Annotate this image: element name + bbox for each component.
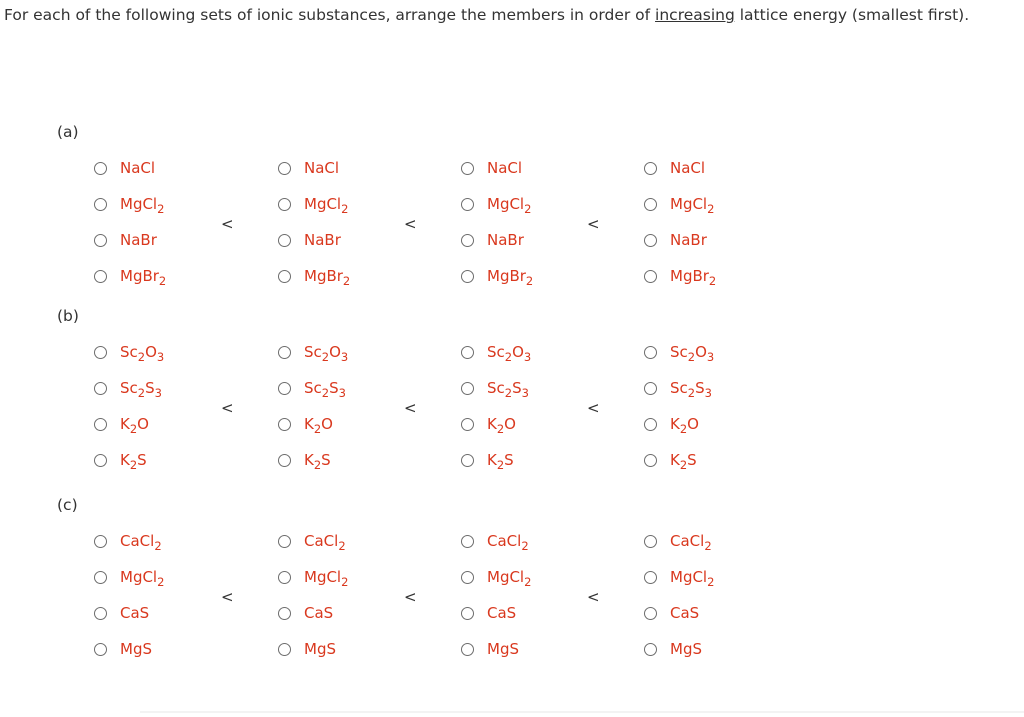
- formula-subscript: 2: [679, 458, 688, 472]
- option-mgcl2[interactable]: [644, 566, 714, 588]
- formula-text: CaS: [120, 604, 150, 622]
- formula-text: Sc: [670, 343, 688, 361]
- option-mgs[interactable]: [278, 638, 336, 660]
- radio-button[interactable]: [461, 643, 474, 656]
- formula-subscript: 2: [321, 350, 330, 364]
- option-cas[interactable]: [644, 602, 699, 624]
- option-label: [487, 195, 532, 216]
- formula-subscript: 3: [154, 386, 162, 400]
- option-label: [670, 159, 705, 177]
- formula-text: Sc: [304, 379, 322, 397]
- divider: [140, 711, 1024, 713]
- option-label: [120, 267, 167, 288]
- radio-button[interactable]: [461, 571, 474, 584]
- option-mgcl2[interactable]: [278, 566, 348, 588]
- option-label: [670, 415, 699, 436]
- radio-button[interactable]: [278, 454, 291, 467]
- formula-subscript: 2: [342, 274, 351, 288]
- option-mgbr2[interactable]: [461, 265, 533, 287]
- formula-text: CaCl: [670, 532, 705, 550]
- radio-button[interactable]: [94, 607, 107, 620]
- formula-text: CaCl: [120, 532, 155, 550]
- option-label: [670, 343, 715, 364]
- option-label: [120, 159, 155, 177]
- option-mgcl2[interactable]: [644, 193, 714, 215]
- formula-text: MgCl: [670, 568, 708, 586]
- formula-subscript: 3: [706, 350, 715, 364]
- formula-text: Sc: [304, 343, 322, 361]
- formula-subscript: 2: [154, 539, 162, 553]
- option-mgs[interactable]: [94, 638, 152, 660]
- radio-button[interactable]: [94, 643, 107, 656]
- formula-subscript: 2: [496, 422, 505, 436]
- option-label: [304, 451, 331, 472]
- formula-text: MgCl: [670, 195, 708, 213]
- formula-text: Sc: [487, 343, 505, 361]
- radio-button[interactable]: [278, 418, 291, 431]
- option-label: [670, 267, 717, 288]
- option-sc2s3[interactable]: [461, 377, 529, 399]
- option-sc2o3[interactable]: [461, 341, 531, 363]
- option-nacl[interactable]: [278, 157, 339, 179]
- option-mgcl2[interactable]: [278, 193, 348, 215]
- radio-button[interactable]: [461, 418, 474, 431]
- radio-button[interactable]: [94, 198, 107, 211]
- formula-text: NaBr: [304, 231, 341, 249]
- option-cas[interactable]: [461, 602, 516, 624]
- question-text: [4, 3, 1014, 28]
- formula-subscript: 2: [707, 202, 715, 216]
- formula-text: MgBr: [670, 267, 709, 285]
- formula-subscript: 3: [340, 350, 349, 364]
- radio-button[interactable]: [461, 454, 474, 467]
- option-label: [120, 231, 157, 249]
- option-label: [487, 451, 514, 472]
- radio-button[interactable]: [94, 382, 107, 395]
- formula-text: S: [321, 451, 331, 469]
- radio-button[interactable]: [644, 270, 657, 283]
- formula-text: NaCl: [304, 159, 340, 177]
- option-nacl[interactable]: [94, 157, 155, 179]
- option-nabr[interactable]: [278, 229, 341, 251]
- radio-button[interactable]: [278, 571, 291, 584]
- formula-text: O: [145, 343, 157, 361]
- radio-button[interactable]: [278, 607, 291, 620]
- radio-button[interactable]: [644, 234, 657, 247]
- formula-subscript: 2: [313, 422, 322, 436]
- radio-button[interactable]: [278, 382, 291, 395]
- formula-text: NaCl: [670, 159, 706, 177]
- formula-subscript: 3: [338, 386, 346, 400]
- formula-text: MgCl: [120, 195, 158, 213]
- option-label: [120, 379, 162, 400]
- formula-text: S: [329, 379, 339, 397]
- formula-subscript: 2: [157, 202, 165, 216]
- option-label: [304, 532, 346, 553]
- formula-subscript: 2: [524, 575, 532, 589]
- radio-button[interactable]: [94, 418, 107, 431]
- option-mgcl2[interactable]: [94, 193, 164, 215]
- option-label: [304, 604, 333, 622]
- radio-button[interactable]: [278, 270, 291, 283]
- question-after: lattice energy (smallest first).: [734, 6, 970, 24]
- formula-subscript: 2: [137, 350, 146, 364]
- formula-text: O: [329, 343, 341, 361]
- radio-button[interactable]: [644, 607, 657, 620]
- option-mgcl2[interactable]: [461, 566, 531, 588]
- option-sc2s3[interactable]: [644, 377, 712, 399]
- formula-text: MgCl: [304, 568, 342, 586]
- radio-button[interactable]: [278, 198, 291, 211]
- formula-text: CaS: [487, 604, 517, 622]
- option-sc2o3[interactable]: [94, 341, 164, 363]
- formula-subscript: 2: [687, 350, 696, 364]
- less-than-sign: <: [587, 588, 600, 606]
- formula-text: MgS: [670, 640, 702, 658]
- formula-text: MgCl: [120, 568, 158, 586]
- option-nabr[interactable]: [94, 229, 157, 251]
- option-k2s[interactable]: [644, 449, 697, 471]
- formula-subscript: 3: [523, 350, 532, 364]
- formula-subscript: 2: [129, 422, 138, 436]
- formula-subscript: 2: [504, 350, 513, 364]
- formula-text: NaBr: [120, 231, 157, 249]
- formula-text: MgBr: [304, 267, 343, 285]
- part-label-2: (c): [57, 496, 78, 514]
- formula-text: MgBr: [120, 267, 159, 285]
- formula-text: K: [670, 451, 680, 469]
- option-label: [304, 568, 349, 589]
- option-label: [670, 640, 702, 658]
- option-label: [670, 568, 715, 589]
- less-than-sign: <: [587, 399, 600, 417]
- radio-button[interactable]: [278, 643, 291, 656]
- formula-text: NaCl: [487, 159, 523, 177]
- option-label: [487, 267, 534, 288]
- radio-button[interactable]: [94, 162, 107, 175]
- radio-button[interactable]: [94, 270, 107, 283]
- radio-button[interactable]: [644, 643, 657, 656]
- option-k2o[interactable]: [94, 413, 149, 435]
- option-label: [304, 267, 351, 288]
- formula-text: K: [670, 415, 680, 433]
- less-than-sign: <: [221, 215, 234, 233]
- formula-text: Sc: [670, 379, 688, 397]
- option-cacl2[interactable]: [94, 530, 162, 552]
- option-sc2s3[interactable]: [94, 377, 162, 399]
- option-nacl[interactable]: [644, 157, 705, 179]
- option-label: [120, 451, 147, 472]
- formula-text: O: [687, 415, 699, 433]
- option-cacl2[interactable]: [461, 530, 529, 552]
- option-mgcl2[interactable]: [461, 193, 531, 215]
- radio-button[interactable]: [644, 382, 657, 395]
- formula-text: NaCl: [120, 159, 156, 177]
- option-label: [304, 379, 346, 400]
- radio-button[interactable]: [278, 535, 291, 548]
- option-label: [670, 195, 715, 216]
- option-label: [120, 604, 149, 622]
- option-nacl[interactable]: [461, 157, 522, 179]
- formula-text: NaBr: [670, 231, 707, 249]
- formula-text: S: [512, 379, 522, 397]
- option-label: [120, 640, 152, 658]
- formula-subscript: 2: [707, 575, 715, 589]
- formula-subscript: 3: [521, 386, 529, 400]
- radio-button[interactable]: [461, 346, 474, 359]
- radio-button[interactable]: [644, 571, 657, 584]
- radio-button[interactable]: [644, 346, 657, 359]
- option-label: [304, 159, 339, 177]
- option-cas[interactable]: [94, 602, 149, 624]
- formula-text: MgCl: [304, 195, 342, 213]
- formula-text: O: [504, 415, 516, 433]
- formula-subscript: 2: [158, 274, 167, 288]
- formula-text: Sc: [487, 379, 505, 397]
- question-before: For each of the following sets of ionic substances, arrange the members in order of: [4, 6, 656, 24]
- formula-subscript: 3: [156, 350, 165, 364]
- formula-text: O: [321, 415, 333, 433]
- option-k2o[interactable]: [278, 413, 333, 435]
- option-label: [120, 343, 165, 364]
- formula-text: MgS: [304, 640, 336, 658]
- option-sc2s3[interactable]: [278, 377, 346, 399]
- option-label: [487, 640, 519, 658]
- radio-button[interactable]: [94, 454, 107, 467]
- less-than-sign: <: [221, 399, 234, 417]
- option-cacl2[interactable]: [278, 530, 346, 552]
- formula-subscript: 2: [704, 539, 712, 553]
- formula-text: O: [695, 343, 707, 361]
- option-label: [304, 231, 341, 249]
- formula-text: CaS: [670, 604, 700, 622]
- formula-text: Sc: [120, 379, 138, 397]
- formula-subscript: 2: [504, 386, 513, 400]
- formula-text: CaCl: [304, 532, 339, 550]
- option-label: [304, 640, 336, 658]
- formula-subscript: 2: [521, 539, 529, 553]
- option-sc2o3[interactable]: [644, 341, 714, 363]
- less-than-sign: <: [587, 215, 600, 233]
- option-label: [670, 451, 697, 472]
- formula-text: S: [504, 451, 514, 469]
- option-label: [487, 415, 516, 436]
- option-mgcl2[interactable]: [94, 566, 164, 588]
- formula-subscript: 2: [708, 274, 717, 288]
- radio-button[interactable]: [94, 234, 107, 247]
- radio-button[interactable]: [278, 346, 291, 359]
- option-label: [120, 415, 149, 436]
- option-mgs[interactable]: [461, 638, 519, 660]
- option-cacl2[interactable]: [644, 530, 712, 552]
- radio-button[interactable]: [461, 607, 474, 620]
- radio-button[interactable]: [644, 418, 657, 431]
- formula-text: MgCl: [487, 195, 525, 213]
- option-label: [304, 343, 349, 364]
- option-label: [670, 231, 707, 249]
- formula-subscript: 2: [341, 202, 349, 216]
- formula-text: S: [145, 379, 155, 397]
- formula-subscript: 2: [321, 386, 330, 400]
- radio-button[interactable]: [94, 571, 107, 584]
- option-nabr[interactable]: [644, 229, 707, 251]
- radio-button[interactable]: [644, 198, 657, 211]
- radio-button[interactable]: [644, 162, 657, 175]
- option-k2o[interactable]: [461, 413, 516, 435]
- formula-subscript: 3: [704, 386, 712, 400]
- formula-subscript: 2: [679, 422, 688, 436]
- formula-subscript: 2: [524, 202, 532, 216]
- radio-button[interactable]: [461, 234, 474, 247]
- formula-subscript: 2: [687, 386, 696, 400]
- option-label: [487, 532, 529, 553]
- less-than-sign: <: [404, 215, 417, 233]
- formula-text: NaBr: [487, 231, 524, 249]
- formula-subscript: 2: [137, 386, 146, 400]
- radio-button[interactable]: [278, 162, 291, 175]
- radio-button[interactable]: [94, 346, 107, 359]
- formula-text: S: [695, 379, 705, 397]
- radio-button[interactable]: [94, 535, 107, 548]
- radio-button[interactable]: [461, 198, 474, 211]
- option-label: [304, 415, 333, 436]
- formula-text: Sc: [120, 343, 138, 361]
- formula-text: K: [487, 451, 497, 469]
- option-nabr[interactable]: [461, 229, 524, 251]
- part-label-0: (a): [57, 123, 79, 141]
- option-label: [487, 379, 529, 400]
- formula-subscript: 2: [129, 458, 138, 472]
- less-than-sign: <: [404, 399, 417, 417]
- option-label: [487, 343, 532, 364]
- formula-subscript: 2: [338, 539, 346, 553]
- option-label: [670, 604, 699, 622]
- question-emphasis: increasing: [655, 6, 735, 24]
- option-label: [120, 532, 162, 553]
- formula-subscript: 2: [341, 575, 349, 589]
- radio-button[interactable]: [461, 382, 474, 395]
- option-label: [487, 568, 532, 589]
- option-mgbr2[interactable]: [644, 265, 716, 287]
- option-sc2o3[interactable]: [278, 341, 348, 363]
- option-label: [487, 604, 516, 622]
- radio-button[interactable]: [644, 454, 657, 467]
- formula-text: MgCl: [487, 568, 525, 586]
- option-k2s[interactable]: [278, 449, 331, 471]
- radio-button[interactable]: [461, 162, 474, 175]
- option-label: [120, 195, 165, 216]
- less-than-sign: <: [221, 588, 234, 606]
- formula-text: O: [137, 415, 149, 433]
- part-label-1: (b): [57, 307, 79, 325]
- formula-text: K: [487, 415, 497, 433]
- radio-button[interactable]: [278, 234, 291, 247]
- option-cas[interactable]: [278, 602, 333, 624]
- formula-text: K: [304, 451, 314, 469]
- less-than-sign: <: [404, 588, 417, 606]
- option-label: [670, 379, 712, 400]
- option-k2s[interactable]: [461, 449, 514, 471]
- formula-text: CaS: [304, 604, 334, 622]
- formula-text: K: [304, 415, 314, 433]
- option-mgbr2[interactable]: [278, 265, 350, 287]
- radio-button[interactable]: [461, 535, 474, 548]
- option-label: [487, 231, 524, 249]
- formula-text: S: [137, 451, 147, 469]
- formula-text: K: [120, 415, 130, 433]
- formula-text: K: [120, 451, 130, 469]
- option-k2s[interactable]: [94, 449, 147, 471]
- option-label: [304, 195, 349, 216]
- option-mgbr2[interactable]: [94, 265, 166, 287]
- option-label: [670, 532, 712, 553]
- formula-text: O: [512, 343, 524, 361]
- formula-text: CaCl: [487, 532, 522, 550]
- formula-text: S: [687, 451, 697, 469]
- radio-button[interactable]: [461, 270, 474, 283]
- formula-text: MgS: [487, 640, 519, 658]
- formula-subscript: 2: [157, 575, 165, 589]
- option-label: [120, 568, 165, 589]
- option-k2o[interactable]: [644, 413, 699, 435]
- option-mgs[interactable]: [644, 638, 702, 660]
- formula-subscript: 2: [496, 458, 505, 472]
- formula-text: MgBr: [487, 267, 526, 285]
- formula-subscript: 2: [525, 274, 534, 288]
- formula-text: MgS: [120, 640, 152, 658]
- formula-subscript: 2: [313, 458, 322, 472]
- radio-button[interactable]: [644, 535, 657, 548]
- option-label: [487, 159, 522, 177]
